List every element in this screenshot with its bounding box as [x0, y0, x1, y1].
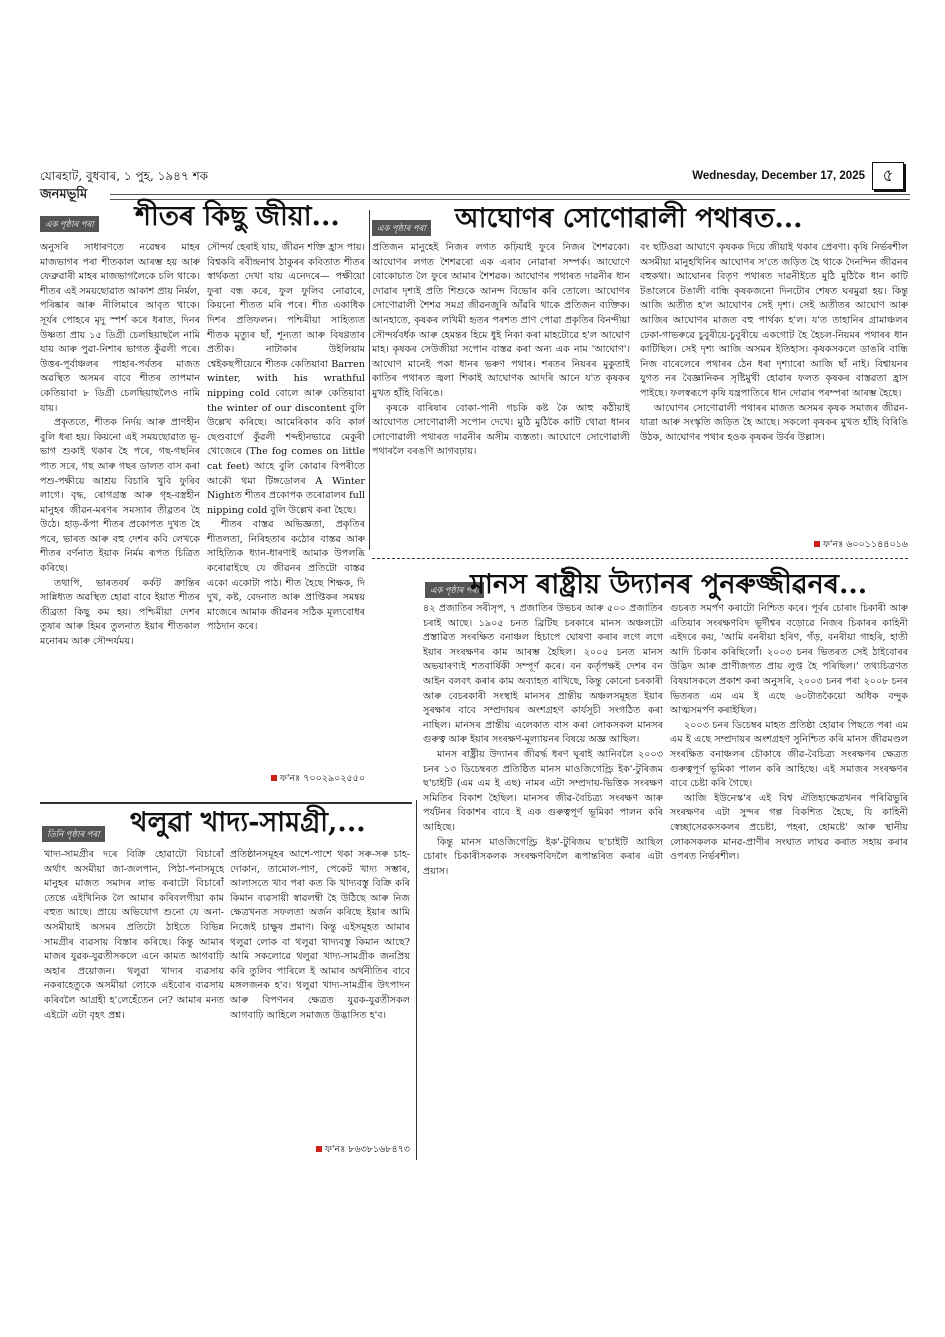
article-headline: শীতৰ কিছু জীয়া...	[135, 201, 340, 232]
page-number: ৫	[872, 162, 904, 190]
article-column: প্ৰতিষ্ঠানসমূহৰ আশে-পাশে থকা সৰু-সৰু চাহ-দোকান, তামোল-পাণ, পেকেট খাদ্য সম্ভাৰ, আলাসতে খাব পৰা কত কি খাদ্যবস্তু বিক্ৰি কৰি কিমান ব্যৱসায়ী স্বাৱলম্বী হৈ উঠিছে আৰু নিজ ক্ষেত্ৰখনত সফলতা অৰ্জন কৰিছে ইয়াৰ আমি নিজেই চাক্ষুষ প্ৰমাণ। কিন্তু এইসমূহত আমাৰ থলুৱা লোক বা থলুৱা খাদ্যবস্তু কিমান আছে? আমি সকলোৱে থলুৱা খাদ্য-সামগ্ৰীক জনপ্ৰিয় কৰি তুলিব পাৰিলে ই আমাৰ অৰ্থনীতিৰ বাবে মঙ্গলজনক হ'ব। থলুৱা খাদ্য-সামগ্ৰীৰ উৎপাদন আৰু বিপণনৰ ক্ষেত্ৰত যুৱক-যুৱতীসকল আগবাঢ়ি আহিলে সমাজত উদ্ভাসিত হ'ব।	[230, 849, 410, 1021]
masthead-date-assamese: যোৰহাট, বুধবাৰ, ১ পুহ, ১৯৪৭ শক	[40, 169, 209, 183]
article-column: খাদ্য-সামগ্ৰীৰ দৰে বিক্ৰি হোৱাটো বিচাৰোঁ অৰ্থাৎ অসমীয়া জা-জলপান, পিঠা-পনাসমূহে মানুহৰ মাজত সমাদৰ লাভ কৰাটো বিচাৰোঁ তেন্তে এইখিনিক লৈ আমাৰ কৰিবলগীয়া কাম বহুত আছে। প্ৰায়ে অভিযোগ শুনো যে অনা-অসমীয়াই অসমৰ প্ৰতিটো ঠাইতে বিভিন্ন সামগ্ৰীৰ ব্যৱসায় বিস্তাৰ কৰিছে। কিন্তু আমাৰ মাজৰ যুৱক-যুৱতীসকলে এনে কামত আগবাঢ়ি অহাৰ প্ৰয়োজন। থলুৱা খাদ্যৰ ব্যৱসায় নকৰাহেতুকে অসমীয়া লোকে এইবোৰ ব্যৱসায় কৰিবলৈ আগ্ৰহী হ'লেহেঁতেন নে? আমাৰ মনত এইটো এটা বৃহৎ প্ৰশ্ন।	[44, 849, 224, 1021]
article-tag: এক পৃষ্ঠাৰ পৰা	[372, 216, 431, 236]
masthead-rule	[110, 194, 910, 200]
article-tag: তিনি পৃষ্ঠাৰ পৰা	[42, 822, 105, 842]
section-divider	[372, 558, 908, 559]
article-headline: মানস ৰাষ্ট্ৰীয় উদ্যানৰ পুনৰুজ্জীৱনৰ...	[470, 569, 868, 600]
phone-number: ফ'নঃ ৬০০১১৪৪০১৬	[640, 538, 908, 553]
article-column: সৌন্দৰ্য হেৰাই যায়, জীৱন শক্তি হ্ৰাস পায়। বিশ্বকবি ৰবীন্দ্ৰনাথ ঠাকুৰৰ কবিতাত শীতৰ স্বাৰ্থকতা দেখা যায় এনেদৰে— পক্ষীয়ো ফুৰা বন্ধ কৰে, ফুল ফুলিব নোৱাৰে, কিয়নো শীতত মৰি পৰে। শীত একাধিক দিশৰ প্ৰতিফলন। পশ্চিমীয়া সাহিত্যত শীতক মৃত্যুৰ ছাঁ, শূন্যতা আৰু বিষণ্ণতাৰ প্ৰতীক। নাটাকাৰ উইলিয়াম শ্বেইকছপীয়েৰে শীতক কেতিয়াবা Barren winter, with his wrathful nipping cold বোলে আৰু কেতিয়াবা the winter of our discontent বুলি উল্লেখ কৰিছে। আমেৰিকাৰ কবি কাৰ্ল ছেণ্ডবাৰ্গে কুঁৱলী শব্দহীনভাৱে মেকুৰী খোজেৰে (The fog comes on little cat feet) আহে বুলি কোৱাৰ বিপৰীতে আকৌ থমা টিঙ্গডোলৰ A Winter Nightত শীতৰ প্ৰকোপক তৰোৱালৰ full nipping cold বুলি উল্লেখ কৰা হৈছে। শীতৰ বাস্তৱ অভিজ্ঞতা, প্ৰকৃতিৰ শীতলতা, নিৰিহতাৰ কঠোৰ বাস্তৱ আৰু সাহিত্যিক ধ্যান-ধাৰণাই আমাক উপলব্ধি কৰোৱাইছে যে জীৱনৰ প্ৰতিটো বাস্তৱ একো একোটা পাঠ। শীত হৈছে শিক্ষক, দি দুখ, কষ্ট, বেদনাত আৰু প্ৰাপ্তিকৰ সমন্বয় মাজেৰে আমাক জীৱনৰ সঠিক মূল্যবোধৰ পাঠদান কৰে।	[207, 242, 365, 633]
article-tag: এক পৃষ্ঠাৰ পৰা	[40, 212, 99, 232]
newspaper-logo: জনমভূমি	[40, 187, 88, 202]
article-column: বং ছটিওৱা আঘাণে কৃষকক দিয়ে জীয়াই থকাৰ প্ৰেৰণা। কৃষি নিৰ্ভৰশীল অসমীয়া মানুহখিনিৰ আঘোণৰ স'তে জড়িত হৈ থাকে দৈনন্দিন জীৱনৰ বহুকথা। আঘোনৰ বিতৃণ পথাৰত দাৱনীইতে মুঠি মুঠিকৈ ধান কাটি টঙালেৰে টঙালী বান্ধি কৃষকজনো দিনটোৰ শেষত ঘৰমুৱা হয়। কিন্তু আজি অতীত হ'ল আঘোণৰ সেই দৃশ্য। সেই অতীতৰ আঘোণ আৰু আজিৰ আঘোণৰ মাজত বহু পাৰ্থক্য হ'ল। য'ত তাহানিৰ গ্ৰামাঞ্চলৰ ঢেকা-গাভৰুৱে চুবুৰীয়ে-চুবুৰীয়ে একগোট হৈ হৈচল-নিয়মৰ পথাৰৰ ধান কাটিছিল। সেই দৃশ্য আজি অসমৰ ইতিহাস। কৃষকসকলে ডাঙৰি বান্ধি নিজ বাৰেলেৰে পথাৰৰ ঠেন ধৰা দৃশ্যাৰো আজি ছাঁ নাই। বিশ্বায়নৰ যুগত নৰ বৈজ্ঞানিকৰ সৃষ্টিমুখী হোৱাৰ ফলত কৃষকৰ বাস্তৱতা হ্ৰাস পাইছে। ফলস্বৰূপে কৃষি যন্ত্ৰপাতিৰে ধান দোৱাৰ পৰম্পৰা আৰম্ভ হৈছে। আঘোণৰ সোণোৱালী পথাৰৰ মাজত অসমৰ কৃষক সমাজৰ জীৱন-যাত্ৰা আৰু সংস্কৃতি জড়িত হৈ আছে। সকলো কৃষকৰ মুখত হাঁহি বিৰিঙি উঠক, আঘোণৰ পথাৰ হওক কৃষকৰ উৰ্বৰ উল্লাস।	[640, 242, 908, 443]
article-headline: আঘোণৰ সোণোৱালী পথাৰত...	[455, 203, 803, 234]
column-divider	[369, 210, 370, 550]
article-headline: থলুৱা খাদ্য-সামগ্ৰী,...	[130, 807, 366, 838]
section-divider	[40, 802, 412, 804]
phone-number: ফ'নঃ ৭০০২৯০২৫৫০	[207, 772, 365, 787]
masthead-date-english: Wednesday, December 17, 2025	[692, 170, 865, 182]
article-column: প্ৰতিজন মানুহেই নিজৰ লগত কঢ়িয়াই ফুৰে নিজৰ শৈশৱকো। আঘোণৰ লগত শৈশৱৰো এক এৰাব নোৱাৰা সম্পৰ্ক। আঘোণে বোকোচাত লৈ ফুৰে আমাৰ শৈশৱক। আঘোণৰ পথাৰত দাৱনীৰ ধান দোৱাৰ দৃশ্যই প্ৰতি শিশুকে আনন্দ বিভোৰ কৰি তোলে। আঘোণৰ সোণোৱালী শৈশৱ সমগ্ৰ জীৱনজুৰি আঁৱৰি থাকে প্ৰতিজন ব্যক্তিক। আনহাতে, কৃষকৰ লখিমী হৃতৰ পৰশত প্ৰাণ পোৱা প্ৰকৃতিৰ বিনন্দীয়া সৌন্দৰ্যবৰ্ধক আৰু হেমন্তৰ হিমে ধুই নিকা কৰা মাহটোৱে হ'ল আঘোণ মাহ। কৃষকৰ সেউজীয়া সপোন বাস্তৱ কৰা অন্য এক নাম 'আঘোণ'। আঘোণ মানেই পকা ধানৰ ভৰুণ পথাৰ। শৰতৰ নিয়ৰৰ মুকুতাই কাতিৰ পথাৰত জ্বলা শিকাই আঘোণক আদৰি আনে য'ত কৃষকৰ মুখত হাঁহি বিৰিঙে। কৃষকে বাৰিষাৰ বোকা-পানী গচকি কষ্ট কৈ আহু কঠীয়াই আঘোণত সোণোৱালী সপোন দেখে। মুঠি মুঠিকৈ কাটি থোৱা ধানৰ সোণোৱালী পথাৰত দাৱনীৰ অসীম ব্যস্ততা। আঘোণে সোণোৱালী পথাৰলৈ বৰঙণি আগবঢ়ায়।	[372, 242, 630, 458]
article-column: গুচৰত সমৰ্পণ কৰাটো নিশ্চিত কৰে। পূৰ্বৰ চোৰাং চিকাৰী আৰু এতিয়াৰ সংৰক্ষণবিদ ভূৰ্দীশ্বৰ বড়োৱে নিজৰ চিকাৰৰ কাহিনী এইদৰে কয়, 'আমি বনৰীয়া হৰিণ, গঁড়, বনৰীয়া গাহৰি, হাতী আদি চিকাৰ কৰিছিলোঁ। ২০০৩ চনৰ ভিতৰত সেই ঠাইবোৰৰ উদ্ভিদ আৰু প্ৰাণীজগত প্ৰায় লুপ্ত হৈ পৰিছিল।' তথ্যচিত্ৰণত বিষয়াসকলে প্ৰকাশ কৰা অনুসৰি, ২০০৩ চনৰ পৰা ২০০৮ চনৰ ভিতৰত এম এম ই এছে ৬০টাতকৈয়ো অধিক বন্দুক আত্মসমৰ্পণ কৰাইছিল। ২০০৩ চনৰ ডিচেম্বৰ মাহত প্ৰতিষ্ঠা হোৱাৰ পিছতে পৰা এম এম ই এছে সম্প্ৰদায়ৰ অংশগ্ৰহণ সুনিশ্চিত কৰি মানস জীৱমণ্ডল সংৰক্ষিত বনাঞ্চলৰ চৌকাষে জীৱ-বৈচিত্ৰ্য সংৰক্ষণৰ ক্ষেত্ৰত গুৰুত্বপূৰ্ণ ভূমিকা পালন কৰি আহিছে। এই সমাজৰ সংৰক্ষণৰ বাবে চেষ্টা কৰি গৈছে। আজি ইউনেস্ক'ৰ এই বিশ্ব ঐতিহ্যক্ষেত্ৰখনৰ পৰিৱিভুৰি সংৰক্ষণৰ এটা সুন্দৰ গল্প বিকশিত হৈছে, যি কাহিনী স্বেচ্ছাসেৱকসকলৰ প্ৰচেষ্টা, পহৰা, হোমষ্টে' আৰু স্থানীয় লোকসকলক মানৱ-প্ৰাণীৰ সংঘাত লাঘৱ কৰাত সহায় কৰাৰ ওপৰত নিৰ্ভৰশীল।	[670, 603, 908, 863]
article-column: অনুসৰি সাধাৰণতে নৱেম্বৰ মাহৰ মাজভাগৰ পৰা শীতকাল আৰম্ভ হয় আৰু ফেব্ৰুৱাৰী মাহৰ মাজভাগলৈকে চলি থাকে। শীতৰ এই সময়ছোৱাত আকাশ প্ৰায় নিৰ্মল, পৰিষ্কাৰ আৰু নীলিমাৰে আবৃত থাকে। সূৰ্যৰ পোহৰে মৃদু স্পৰ্শ কৰে ধৰাত, দিনৰ উষ্ণতা প্ৰায় ১৫ ডিগ্ৰী চেলছিয়াছলৈ নামি যায় আৰু পুৱা-নিশাৰ ভাগত কুঁৱলী পৰে। উত্তৰ-পূৰ্বাঞ্চলৰ পাহাৰ-পৰ্বতৰ মাজত অৱস্থিত অসমৰ বাবে শীতৰ তাপমান কেতিয়াবা ৮ ডিগ্ৰী চেলছিয়াছলৈও নামি যায়। প্ৰকৃততে, শীতক নিৰ্দয় আৰু প্ৰাণহীন বুলি ধৰা হয়। কিয়নো এই সময়ছোৱাত ভূ-ভাগ শুকাই থকাৰ হৈ পৰে, গছ-গছনিৰ পাত সৰে, গছ আৰু গছৰ ডালত বাস কৰা পশু-পক্ষীয়ে আশ্ৰয় বিচাৰি খুবি ফুৰিব লাগে। বৃদ্ধ, ৰোগগ্ৰস্ত আৰু গৃহ-বস্ত্ৰহীন মানুহৰ জীৱন-মৰণৰ সমস্যাৰ তীৱ্ৰতৰ হৈ উঠে। হাড়-কঁপা শীতৰ প্ৰকোপত দুখত হৈ পৰে, ভাৰত আৰু বহু দেশৰ কবি লেখকে শীতৰ বৰ্ণনাত ইয়াক নিৰ্মম ৰূপত চিত্ৰিত কৰিছে। তথাপি, ভাৰতবৰ্ষ কৰ্কট ক্ৰান্তিৰ সান্নিধ্যত অৱস্থিত হোৱা বাবে ইয়াত শীতৰ তীব্ৰতা কিছু কম হয়। পশ্চিমীয়া দেশৰ তুষাৰ আৰু হিমৰ তুলনাত ইয়াৰ শীতকাল মনোৰম আৰু সৌন্দৰ্যময়।	[40, 242, 200, 648]
column-divider	[416, 800, 417, 1160]
phone-number: ফ'নঃ ৮৬৩৮১৬৮৪৭৩	[230, 1143, 410, 1158]
article-column: ৪২ প্ৰজাতিৰ সৰীসৃপ, ৭ প্ৰজাতিৰ উভচৰ আৰু ৫০০ প্ৰজাতিৰ চৰাই আছে। ১৯০৫ চনত ব্ৰিটিছ চৰকাৰে মানস অঞ্চলটো প্ৰস্তাৱিত সংৰক্ষিত বনাঞ্চল হিচাপে ঘোষণা কৰাৰ লগে লগে ইয়াৰ সংৰক্ষণৰ কাম আৰম্ভ হৈছিল। ২০০৫ চনত মানস অভয়াৰণ্যই শতবাৰ্ষিকী সম্পূৰ্ণ কৰে। বন কৰ্তৃপক্ষই দেশৰ বন আইন বলবৎ কৰাৰ কাম অব্যাহত ৰাখিছে, কিন্তু কোনো চৰকাৰী আৰু বেচৰকাৰী সংস্থাই মানসৰ প্ৰান্তীয় অঞ্চলসমূহত ইয়াৰ সুৰক্ষাৰ বাবে সম্প্ৰদায়ৰ অংশগ্ৰহণ কাৰ্যসূচী সংগঠিত কৰা নাছিল। মানসৰ প্ৰান্তীয় এলেকাত বাস কৰা লোকসকল মানসৰ গুৰুত্ব আৰু ইয়াৰ সংৰক্ষণ-মূল্যায়নৰ বিষয়ে অজ্ঞ আছিল। মানস ৰাষ্ট্ৰীয় উদ্যানৰ জীৱৰ্দ্ধ ধৰণ ঘূৰাই আনিবলৈ ২০০৩ চনৰ ১৩ ডিচেম্বৰত প্ৰতিষ্ঠিত মানস মাওজিগেণ্ড্ৰি ইক'-টুৰিজম ছ'চাইটি (এম এম ই এছ) নামৰ এটা সম্প্ৰদায়-ভিত্তিক সংৰক্ষণ সমিতিৰ বিকাশ হৈছিল। মানসৰ জীৱ-বৈচিত্ৰ্য সংৰক্ষণ আৰু পৰ্যটনৰ বিকাশৰ বাবে ই এক গুৰুত্বপূৰ্ণ ভূমিকা পালন কৰি আহিছে। কিন্তু মানস মাওজিগেণ্ড্ৰি ইক'-টুৰিজম ছ'চাইটি আছিল চোৰাং চিকাৰীসকলক সংৰক্ষণবিদলৈ ৰূপান্তৰিত কৰাৰ এটা প্ৰয়াস।	[423, 603, 663, 877]
article-tag: এক পৃষ্ঠাৰ পৰা	[425, 578, 484, 598]
